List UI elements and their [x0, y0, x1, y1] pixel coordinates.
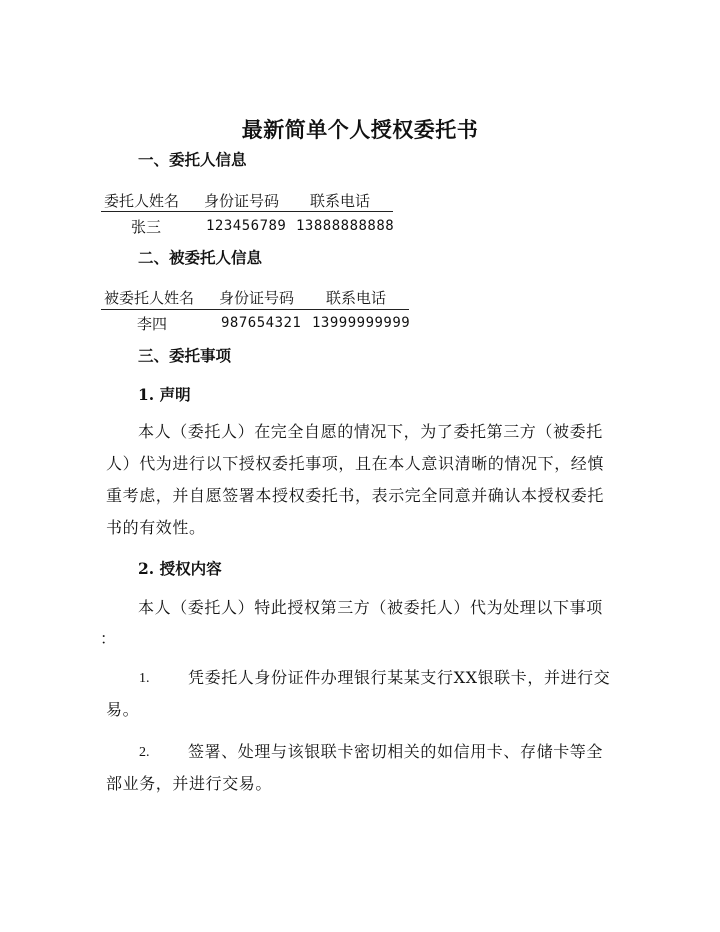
list-item-line: 易。: [106, 700, 140, 719]
principal-name: 张三: [131, 218, 162, 236]
paragraph-line: 重考虑，并自愿签署本授权委托书，表示完全同意并确认本授权委托: [106, 486, 605, 505]
document-title: 最新简单个人授权委托书: [241, 117, 479, 142]
table-header-name: 被委托人姓名: [104, 289, 195, 307]
table-header-id: 身份证号码: [204, 192, 280, 210]
section-2-heading: 二、被委托人信息: [138, 248, 263, 267]
table-header-name: 委托人姓名: [104, 192, 180, 210]
paragraph-line: 本人（委托人）特此授权第三方（被委托人）代为处理以下事项: [138, 598, 603, 617]
paragraph-line: 人）代为进行以下授权委托事项，且在本人意识清晰的情况下，经慎: [106, 454, 605, 473]
agent-id: 987654321: [221, 315, 302, 331]
table-header-rule: [101, 211, 393, 212]
table-header-rule: [101, 309, 409, 310]
subsection-declaration-heading: 1. 声明: [138, 385, 191, 404]
principal-id: 123456789: [206, 218, 287, 234]
paragraph-line: 书的有效性。: [106, 518, 206, 537]
list-item-number: 2.: [139, 745, 150, 760]
table-header-phone: 联系电话: [310, 192, 371, 210]
list-item-line: 签署、处理与该银联卡密切相关的如信用卡、存储卡等全: [188, 742, 604, 761]
list-item-line: 凭委托人身份证件办理银行某某支行XX银联卡，并进行交: [188, 668, 611, 687]
list-item-line: 部业务，并进行交易。: [106, 774, 273, 793]
agent-phone: 13999999999: [312, 315, 411, 331]
paragraph-line: 本人（委托人）在完全自愿的情况下，为了委托第三方（被委托: [138, 422, 603, 441]
section-3-heading: 三、委托事项: [138, 346, 232, 365]
table-header-phone: 联系电话: [326, 289, 387, 307]
table-header-id: 身份证号码: [219, 289, 295, 307]
list-item-number: 1.: [139, 671, 150, 686]
section-1-heading: 一、委托人信息: [138, 150, 247, 169]
principal-phone: 13888888888: [296, 218, 395, 234]
paragraph-line: ：: [100, 629, 117, 648]
subsection-authorization-heading: 2. 授权内容: [138, 559, 222, 578]
agent-name: 李四: [137, 315, 168, 333]
